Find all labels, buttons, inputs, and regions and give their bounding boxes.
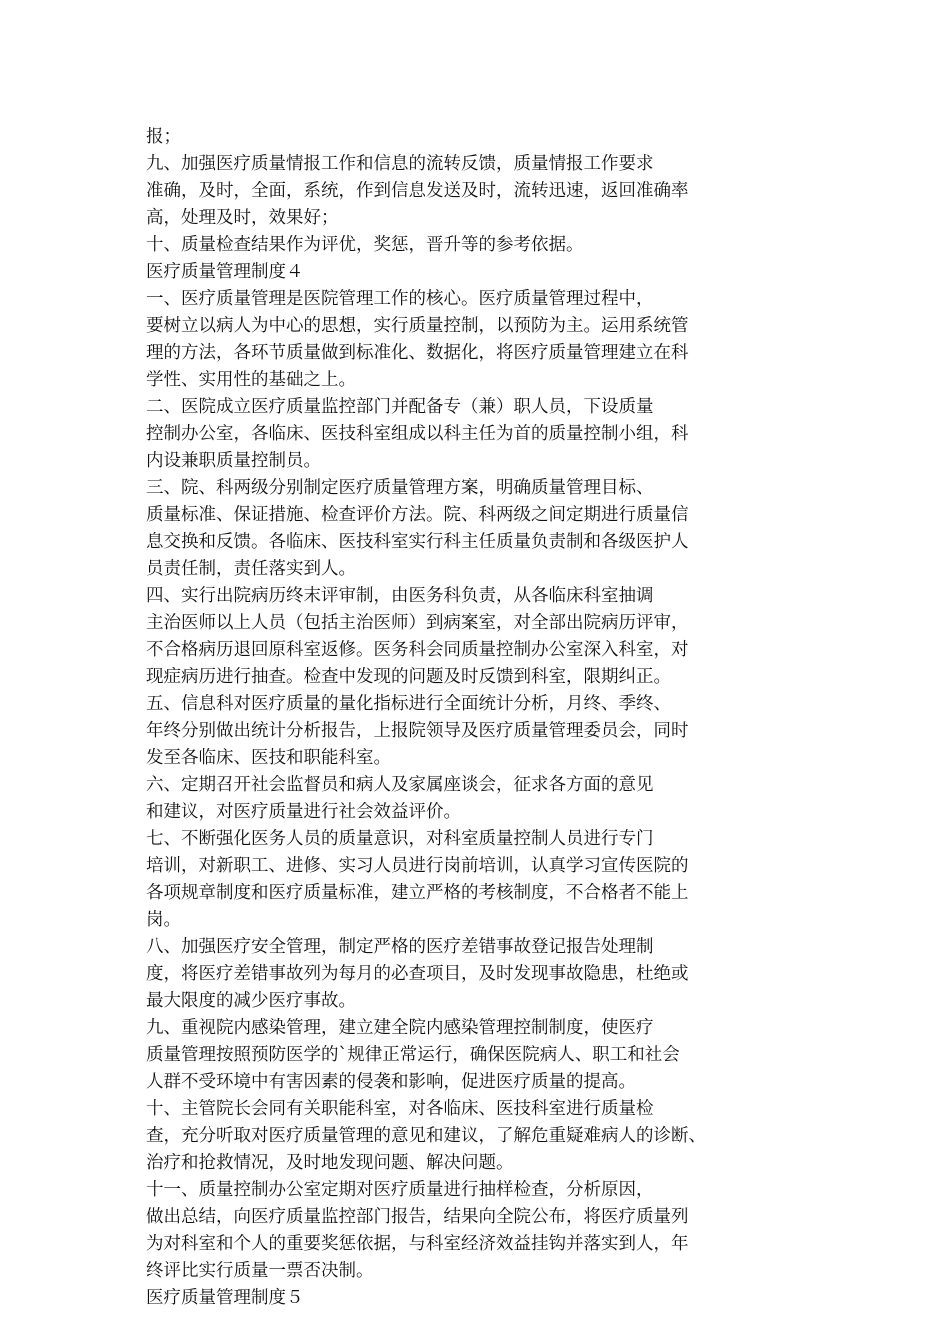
document-page [146,124,806,1312]
section-heading: 医疗质量管理制度４ [146,262,304,282]
text-line: 要树立以病人为中心的思想，实行质量控制，以预防为主。运用系统管 [146,316,689,336]
text-line: 各项规章制度和医疗质量标准，建立严格的考核制度，不合格者不能上 [146,883,689,903]
text-line: 控制办公室，各临床、医技科室组成以科主任为首的质量控制小组，科 [146,424,689,444]
text-line: 报； [146,127,181,147]
text-line: 九、加强医疗质量情报工作和信息的流转反馈，质量情报工作要求 [146,154,654,174]
text-line: 现症病历进行抽查。检查中发现的问题及时反馈到科室，限期纠正。 [146,667,671,687]
text-line: 最大限度的减少医疗事故。 [146,991,356,1011]
text-line: 九、重视院内感染管理，建立建全院内感染管理控制制度，使医疗 [146,1018,654,1038]
section-heading: 医疗质量管理制度５ [146,1288,304,1308]
text-line: 员责任制，责任落实到人。 [146,559,356,579]
text-line: 高，处理及时，效果好； [146,208,339,228]
text-line: 一、医疗质量管理是医院管理工作的核心。医疗质量管理过程中， [146,289,654,309]
text-line: 六、定期召开社会监督员和病人及家属座谈会，征求各方面的意见 [146,775,654,795]
text-line: 主治医师以上人员（包括主治医师）到病案室，对全部出院病历评审， [146,613,689,633]
text-line: 五、信息科对医疗质量的量化指标进行全面统计分析，月终、季终、 [146,694,671,714]
text-line: 七、不断强化医务人员的质量意识，对科室质量控制人员进行专门 [146,829,654,849]
text-line: 八、加强医疗安全管理，制定严格的医疗差错事故登记报告处理制 [146,937,654,957]
text-line: 培训，对新职工、进修、实习人员进行岗前培训，认真学习宣传医院的 [146,856,689,876]
text-line: 度，将医疗差错事故列为每月的必查项目，及时发现事故隐患，杜绝或 [146,964,689,984]
text-line: 理的方法，各环节质量做到标准化、数据化，将医疗质量管理建立在科 [146,343,689,363]
text-line: 四、实行出院病历终末评审制，由医务科负责，从各临床科室抽调 [146,586,654,606]
text-line: 学性、实用性的基础之上。 [146,370,356,390]
text-line: 和建议，对医疗质量进行社会效益评价。 [146,802,461,822]
text-line: 做出总结，向医疗质量监控部门报告，结果向全院公布，将医疗质量列 [146,1207,689,1227]
text-line: 岗。 [146,910,181,930]
text-line: 十一、质量控制办公室定期对医疗质量进行抽样检查，分析原因， [146,1180,654,1200]
text-line: 不合格病历退回原科室返修。医务科会同质量控制办公室深入科室，对 [146,640,689,660]
text-line: 质量管理按照预防医学的`规律正常运行，确保医院病人、职工和社会 [146,1045,680,1065]
text-line: 发至各临床、医技和职能科室。 [146,748,391,768]
text-line: 三、院、科两级分别制定医疗质量管理方案，明确质量管理目标、 [146,478,654,498]
text-line: 人群不受环境中有害因素的侵袭和影响，促进医疗质量的提高。 [146,1072,636,1092]
text-line: 准确，及时，全面，系统，作到信息发送及时，流转迅速，返回准确率 [146,181,689,201]
text-line: 二、医院成立医疗质量监控部门并配备专（兼）职人员，下设质量 [146,397,654,417]
text-line: 查，充分听取对医疗质量管理的意见和建议，了解危重疑难病人的诊断、 [146,1126,706,1146]
text-line: 年终分别做出统计分析报告，上报院领导及医疗质量管理委员会，同时 [146,721,689,741]
text-line: 内设兼职质量控制员。 [146,451,321,471]
text-line: 为对科室和个人的重要奖惩依据，与科室经济效益挂钩并落实到人，年 [146,1234,689,1254]
text-line: 终评比实行质量一票否决制。 [146,1261,374,1281]
text-line: 十、主管院长会同有关职能科室，对各临床、医技科室进行质量检 [146,1099,654,1119]
text-line: 质量标准、保证措施、检查评价方法。院、科两级之间定期进行质量信 [146,505,689,525]
text-line: 治疗和抢救情况，及时地发现问题、解决问题。 [146,1153,514,1173]
text-line: 息交换和反馈。各临床、医技科室实行科主任质量负责制和各级医护人 [146,532,689,552]
text-line: 十、质量检查结果作为评优，奖惩，晋升等的参考依据。 [146,235,584,255]
